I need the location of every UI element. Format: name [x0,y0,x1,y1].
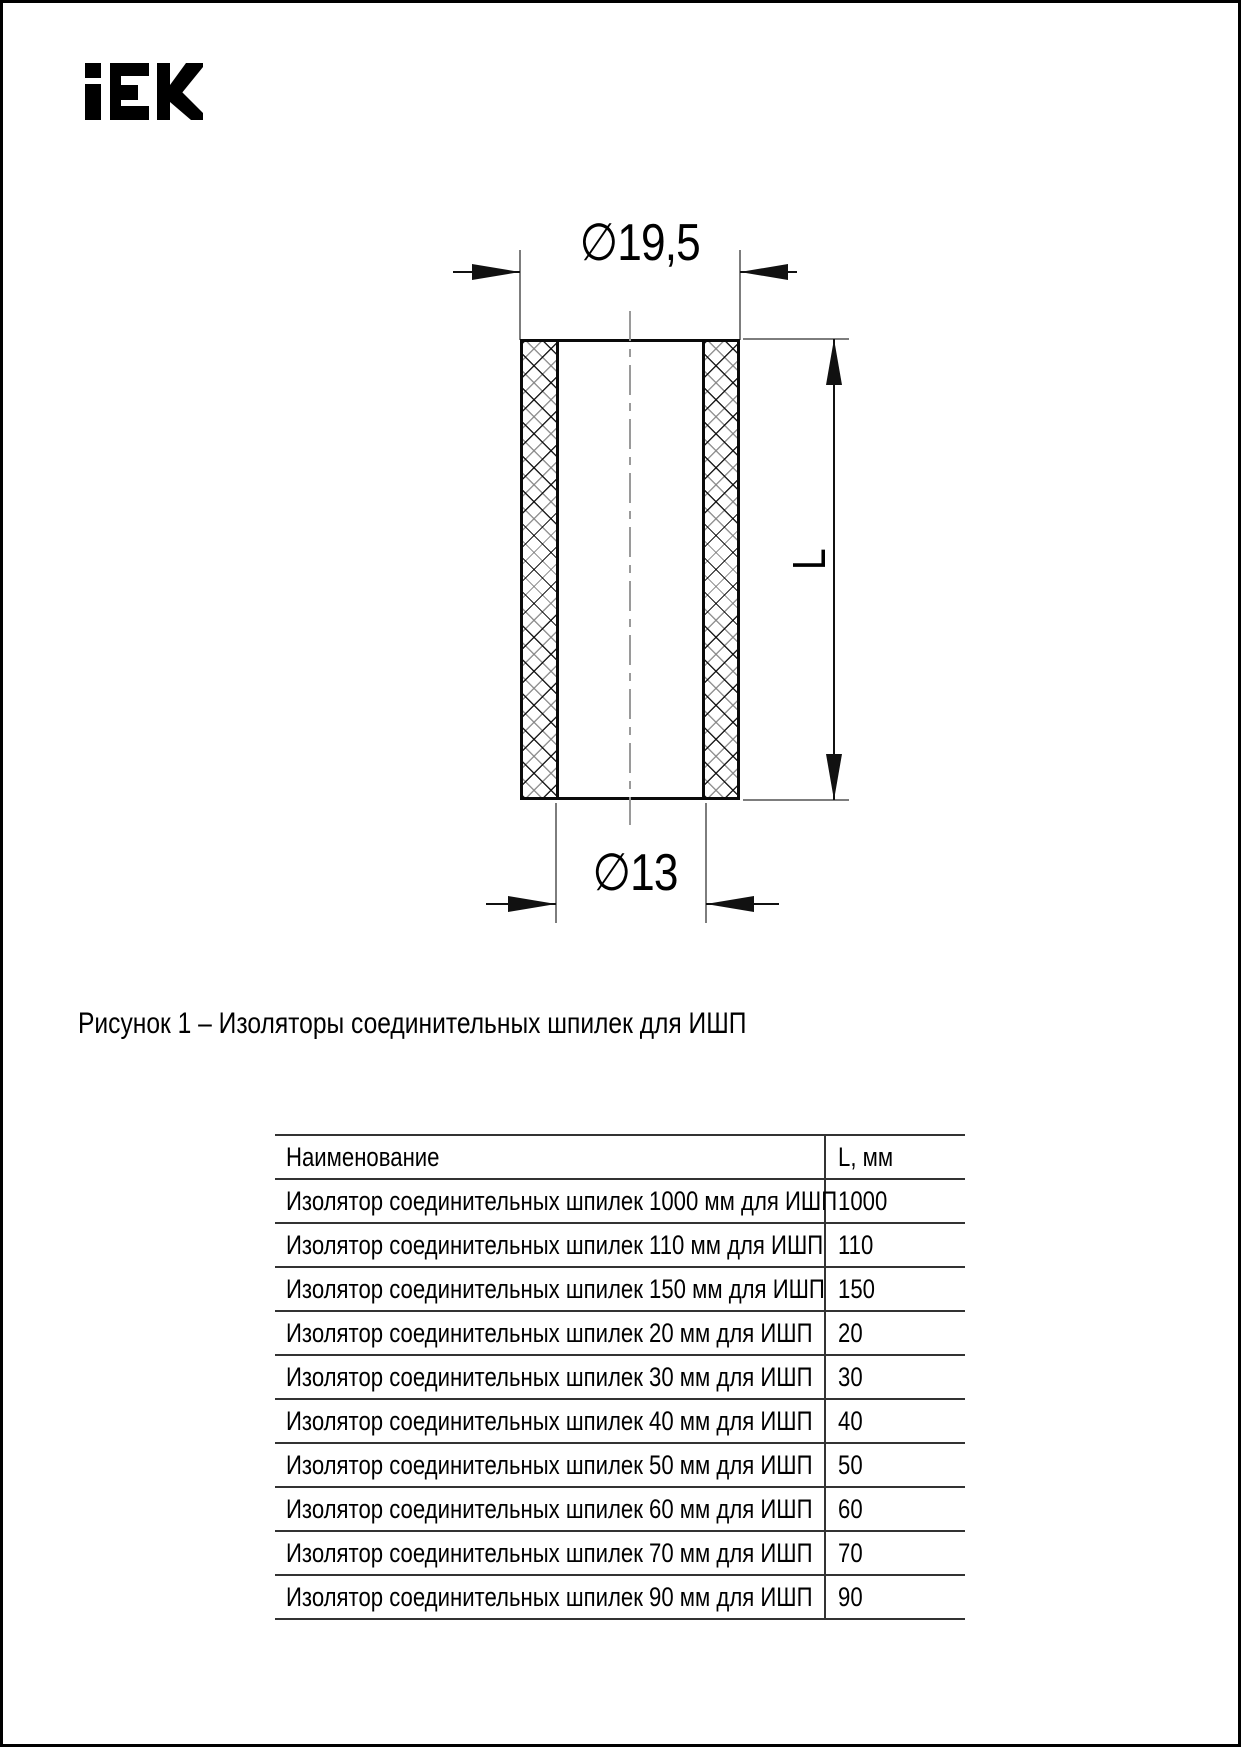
table-header-row [275,1136,965,1180]
table-row [275,1532,965,1576]
product-name-cell: Изолятор соединительных шпилек 50 мм для ИШП [286,1449,813,1480]
arrowhead-icon [826,754,842,800]
table-row [275,1576,965,1620]
arrowhead-icon [826,339,842,385]
table-row [275,1444,965,1488]
inner-diameter-label: ∅13 [592,844,678,902]
length-value-cell: 50 [824,1444,965,1486]
length-value-cell: 150 [824,1268,965,1310]
figure-caption: Рисунок 1 – Изоляторы соединительных шпилек для ИШП [78,1007,747,1040]
table-row [275,1268,965,1312]
technical-drawing [3,3,1241,963]
table-row [275,1312,965,1356]
length-value-cell: 60 [824,1488,965,1530]
product-name-cell: Изолятор соединительных шпилек 110 мм для ИШП [286,1229,824,1260]
table-row [275,1488,965,1532]
product-name-cell: Изолятор соединительных шпилек 1000 мм для ИШП [286,1185,838,1216]
dimensions-table [275,1134,965,1620]
product-name-cell: Изолятор соединительных шпилек 150 мм для ИШП [286,1273,825,1304]
product-name-cell: Изолятор соединительных шпилек 60 мм для ИШП [286,1493,813,1524]
length-value-cell: 20 [824,1312,965,1354]
table-header-length: L, мм [824,1136,965,1178]
table-row [275,1180,965,1224]
centerline [629,311,631,825]
outer-diameter-label: ∅19,5 [579,214,701,272]
hatched-wall-left [523,342,559,797]
product-name-cell: Изолятор соединительных шпилек 40 мм для ИШП [286,1405,813,1436]
table-header-name: Наименование [286,1141,440,1172]
length-value-cell: 90 [824,1576,965,1618]
table-row [275,1400,965,1444]
length-value-cell: 30 [824,1356,965,1398]
length-value-cell: 70 [824,1532,965,1574]
length-value-cell: 1000 [824,1180,965,1222]
arrowhead-icon [472,264,520,280]
product-name-cell: Изолятор соединительных шпилек 30 мм для ИШП [286,1361,813,1392]
product-name-cell: Изолятор соединительных шпилек 70 мм для ИШП [286,1537,813,1568]
length-label: L [783,548,835,570]
hatched-wall-right [702,342,737,797]
length-value-cell: 110 [824,1224,965,1266]
product-name-cell: Изолятор соединительных шпилек 90 мм для ИШП [286,1581,813,1612]
length-value-cell: 40 [824,1400,965,1442]
table-row [275,1356,965,1400]
product-name-cell: Изолятор соединительных шпилек 20 мм для ИШП [286,1317,813,1348]
table-row [275,1224,965,1268]
